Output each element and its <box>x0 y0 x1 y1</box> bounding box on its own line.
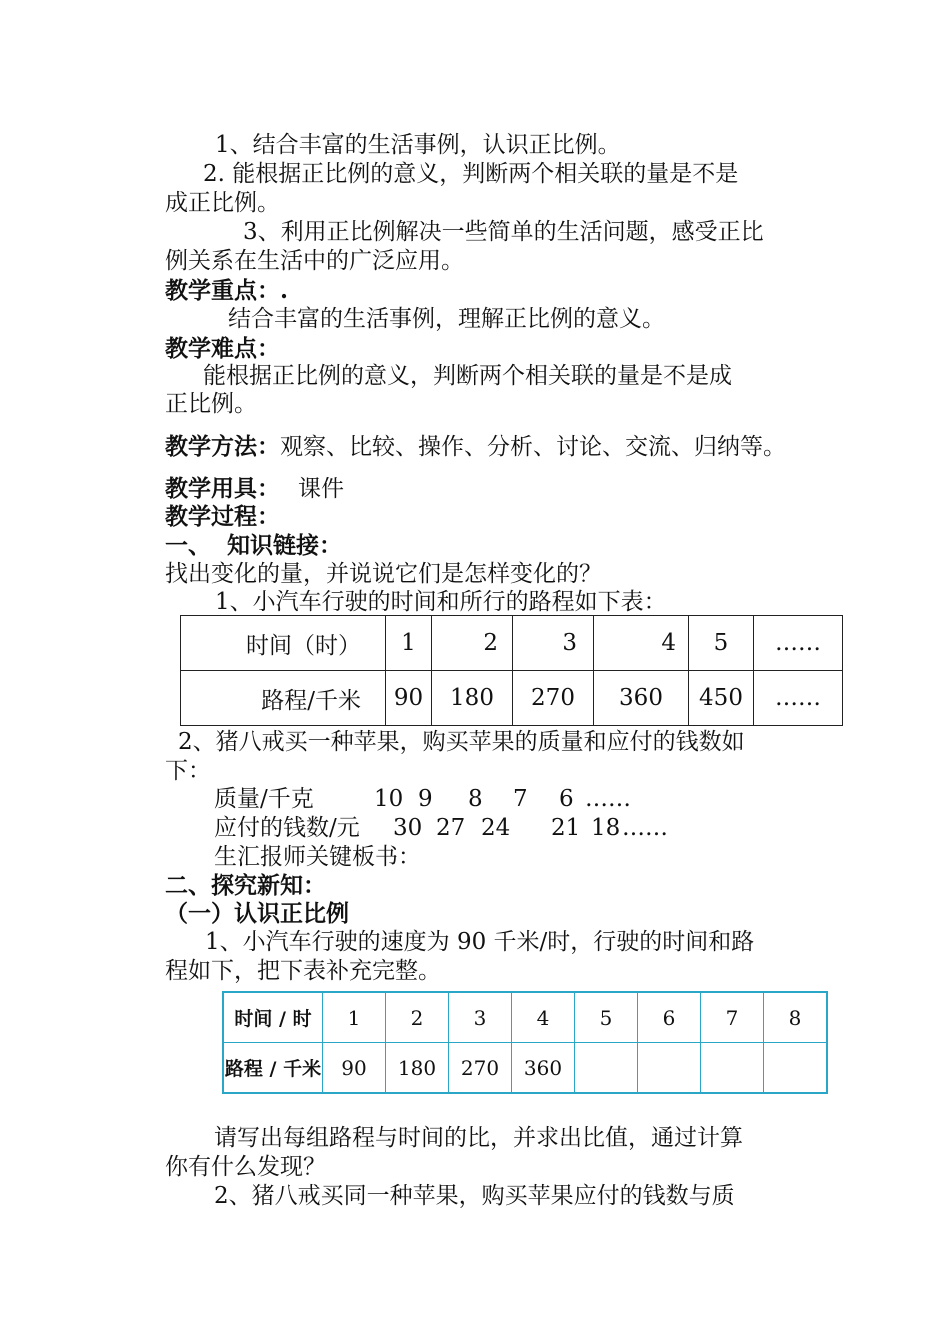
table-cell: 路程 / 千米 <box>223 1043 323 1094</box>
money-value: …… <box>622 815 668 841</box>
table-cell: 时间（时） <box>181 616 386 671</box>
table-cell: 1 <box>323 992 386 1043</box>
section2-q2: 请写出每组路程与时间的比，并求出比值，通过计算 <box>214 1125 743 1151</box>
process-label: 教学过程： <box>165 503 280 530</box>
table-cell: 270 <box>449 1043 512 1094</box>
table-cell: 450 <box>689 671 754 726</box>
table-cell: 360 <box>594 671 689 726</box>
objective-3-cont: 例关系在生活中的广泛应用。 <box>165 248 464 274</box>
table-cell: 270 <box>513 671 594 726</box>
table-cell: 180 <box>386 1043 449 1094</box>
table-cell: 90 <box>386 671 432 726</box>
table-row <box>223 992 827 1043</box>
section2-q2-cont: 你有什么发现？ <box>165 1154 326 1180</box>
table-cell: 5 <box>689 616 754 671</box>
mass-value: …… <box>585 786 631 812</box>
money-label: 应付的钱数/元 <box>214 815 360 841</box>
table-cell-empty <box>575 1043 638 1094</box>
table-cell: 360 <box>512 1043 575 1094</box>
section1-item2: 2、猪八戒买一种苹果，购买苹果的质量和应付的钱数如 <box>178 729 745 755</box>
objective-2: 2. 能根据正比例的意义，判断两个相关联的量是不是 <box>203 161 739 187</box>
tools-line <box>165 474 795 504</box>
section2-q3: 2、猪八戒买同一种苹果，购买苹果应付的钱数与质 <box>214 1183 735 1209</box>
money-value: 30 <box>393 815 423 841</box>
board-note: 生汇报师关键板书： <box>214 844 421 870</box>
table-cell-empty <box>764 1043 828 1094</box>
section1-item2-cont: 下： <box>165 758 211 784</box>
table-cell: 2 <box>432 616 513 671</box>
table-cell-empty <box>701 1043 764 1094</box>
money-row <box>214 814 694 843</box>
methods-line <box>165 432 795 462</box>
table-cell: 5 <box>575 992 638 1043</box>
car-distance-table <box>180 615 843 726</box>
mass-value: 7 <box>513 786 528 812</box>
key-points-text: 结合丰富的生活事例，理解正比例的意义。 <box>228 306 665 332</box>
table-cell: 1 <box>386 616 432 671</box>
mass-value: 9 <box>418 786 433 812</box>
difficulties-text: 能根据正比例的意义，判断两个相关联的量是不是成 <box>203 363 732 389</box>
section1-item1: 1、小汽车行驶的时间和所行的路程如下表： <box>215 589 667 615</box>
table-cell: 8 <box>764 992 828 1043</box>
table-cell: 3 <box>449 992 512 1043</box>
mass-label: 质量/千克 <box>214 786 314 812</box>
mass-value: 8 <box>468 786 483 812</box>
table-cell: 4 <box>594 616 689 671</box>
money-value: 18 <box>591 815 621 841</box>
section1-intro: 找出变化的量，并说说它们是怎样变化的？ <box>165 561 602 587</box>
difficulties-label: 教学难点： <box>165 335 280 362</box>
table-cell: 4 <box>512 992 575 1043</box>
objective-1: 1、结合丰富的生活事例，认识正比例。 <box>215 132 621 158</box>
section2-q1-cont: 程如下，把下表补充完整。 <box>165 958 441 984</box>
table-row <box>223 1043 827 1094</box>
mass-value: 6 <box>559 786 574 812</box>
table-cell: 2 <box>386 992 449 1043</box>
section2-heading: 二、探究新知： <box>165 872 326 899</box>
table-cell: 时间 / 时 <box>223 992 323 1043</box>
section2-subheading: （一）认识正比例 <box>165 900 349 927</box>
table-cell: …… <box>754 671 843 726</box>
table-cell: …… <box>754 616 843 671</box>
table-cell: 180 <box>432 671 513 726</box>
speed-time-table <box>222 991 828 1094</box>
difficulties-text-cont: 正比例。 <box>165 391 257 417</box>
table-cell: 7 <box>701 992 764 1043</box>
key-points-label: 教学重点：. <box>165 277 289 304</box>
objective-2-cont: 成正比例。 <box>165 190 280 216</box>
table-cell: 6 <box>638 992 701 1043</box>
mass-row <box>214 785 694 814</box>
table-cell: 路程/千米 <box>181 671 386 726</box>
section2-q1: 1、小汽车行驶的速度为 90 千米/时，行驶的时间和路 <box>205 929 755 955</box>
table-row <box>181 671 843 726</box>
section1-heading: 一、 知识链接： <box>165 532 343 559</box>
table-cell: 3 <box>513 616 594 671</box>
methods-label: 教学方法： <box>165 433 280 460</box>
money-value: 27 <box>436 815 466 841</box>
objective-3: 3、利用正比例解决一些简单的生活问题，感受正比 <box>243 219 764 245</box>
money-value: 24 <box>481 815 511 841</box>
table-row <box>181 616 843 671</box>
table-cell-empty <box>638 1043 701 1094</box>
money-value: 21 <box>551 815 581 841</box>
tools-label: 教学用具： <box>165 475 280 502</box>
table-cell: 90 <box>323 1043 386 1094</box>
methods-text: 观察、比较、操作、分析、讨论、交流、归纳等。 <box>280 434 786 460</box>
mass-value: 10 <box>374 786 404 812</box>
tools-text: 课件 <box>298 476 344 502</box>
